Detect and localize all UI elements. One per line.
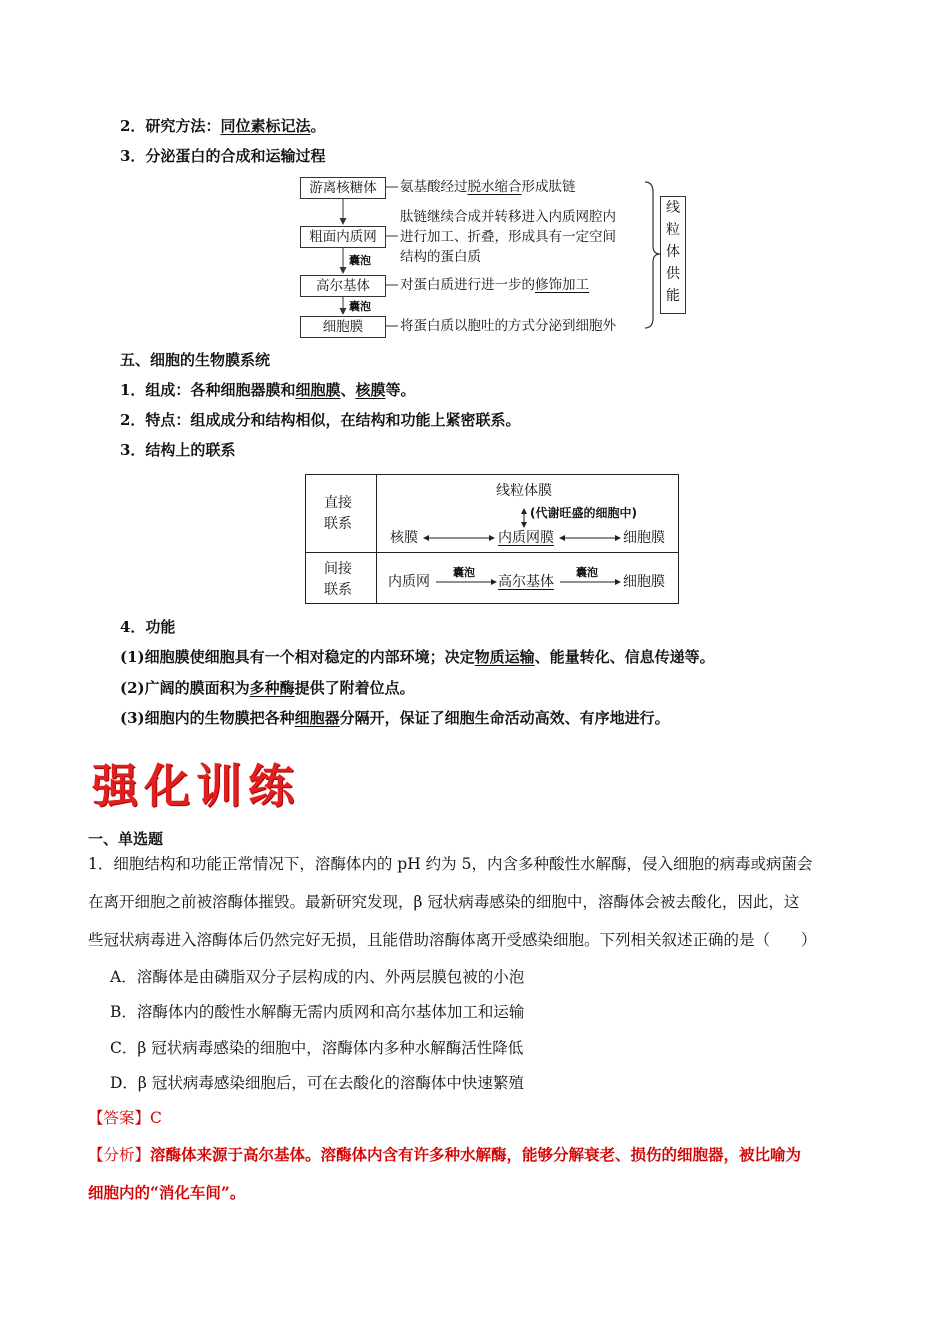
section5-heading: 五、细胞的生物膜系统 bbox=[120, 351, 271, 369]
flow-desc-1: 氨基酸经过脱水缩合形成肽链 bbox=[400, 179, 576, 195]
flow-box-ribosome: 游离核糖体 bbox=[300, 177, 386, 199]
relation-table bbox=[305, 474, 679, 604]
method-line: 2．研究方法：同位素标记法。 bbox=[120, 117, 326, 135]
question-1-line-1: 1．细胞结构和功能正常情况下，溶酶体内的 pH 约为 5，内含多种酸性水解酶，侵入细胞的病毒或病菌会 bbox=[88, 855, 813, 873]
function-1: (1)细胞膜使细胞具有一个相对稳定的内部环境；决定物质运输、能量转化、信息传递等。 bbox=[120, 648, 715, 666]
answer-line: 【答案】C bbox=[88, 1109, 162, 1127]
er-indirect: 内质网 bbox=[388, 574, 430, 590]
mito-note: (代谢旺盛的细胞中) bbox=[530, 506, 637, 520]
flow-desc-3: 对蛋白质进行进一步的修饰加工 bbox=[400, 277, 589, 293]
flow-box-rough-er: 粗面内质网 bbox=[300, 226, 386, 248]
option-b: B．溶酶体内的酸性水解酶无需内质网和高尔基体加工和运输 bbox=[110, 1003, 525, 1021]
method-value: 同位素标记法 bbox=[220, 117, 311, 135]
vesicle-label-a: 囊泡 bbox=[453, 566, 475, 579]
function-3: (3)细胞内的生物膜把各种细胞器分隔开，保证了细胞生命活动高效、有序地进行。 bbox=[120, 709, 670, 727]
er-membrane: 内质网膜 bbox=[498, 530, 554, 546]
section5-structure-link: 3．结构上的联系 bbox=[120, 441, 236, 459]
answer-value: C bbox=[150, 1109, 162, 1127]
option-c: C．β 冠状病毒感染的细胞中，溶酶体内多种水解酶活性降低 bbox=[110, 1039, 524, 1057]
function-heading: 4．功能 bbox=[120, 618, 176, 636]
cell-membrane-2: 细胞膜 bbox=[623, 574, 665, 590]
analysis-line-1: 【分析】溶酶体来源于高尔基体。溶酶体内含有许多种水解酶，能够分解衰老、损伤的细胞器，被比喻为 bbox=[88, 1145, 802, 1164]
question-section-heading: 一、单选题 bbox=[88, 830, 164, 848]
analysis-line-2: 细胞内的“消化车间”。 bbox=[88, 1183, 246, 1202]
row1-label-b: 联系 bbox=[324, 516, 352, 532]
flow-box-cell-membrane: 细胞膜 bbox=[300, 316, 386, 338]
question-1-line-2: 在离开细胞之前被溶酶体摧毁。最新研究发现，β 冠状病毒感染的细胞中，溶酶体会被去酸化，因此，这 bbox=[88, 893, 800, 911]
row1-label-a: 直接 bbox=[324, 495, 352, 511]
golgi-indirect: 高尔基体 bbox=[498, 574, 554, 590]
flow-desc-2c: 结构的蛋白质 bbox=[400, 249, 481, 265]
flow-desc-2a: 肽链继续合成并转移进入内质网腔内 bbox=[400, 209, 616, 225]
vesicle-label-b: 囊泡 bbox=[576, 566, 598, 579]
mitochondria-energy-box: 线 粒 体 供 能 bbox=[660, 196, 686, 314]
question-1-line-3: 些冠状病毒进入溶酶体后仍然完好无损，且能借助溶酶体离开受感染细胞。下列相关叙述正确的是（ ） bbox=[88, 931, 817, 949]
option-d: D．β 冠状病毒感染细胞后，可在去酸化的溶酶体中快速繁殖 bbox=[110, 1074, 524, 1092]
row2-label-b: 联系 bbox=[324, 582, 352, 598]
nuclear-membrane: 核膜 bbox=[390, 530, 418, 546]
row2-label-a: 间接 bbox=[324, 561, 352, 577]
cell-membrane-1: 细胞膜 bbox=[623, 530, 665, 546]
flow-desc-4: 将蛋白质以胞吐的方式分泌到细胞外 bbox=[400, 318, 616, 334]
process-heading: 3．分泌蛋白的合成和运输过程 bbox=[120, 147, 326, 165]
section5-composition: 1．组成：各种细胞器膜和细胞膜、核膜等。 bbox=[120, 381, 416, 399]
flow-box-golgi: 高尔基体 bbox=[300, 275, 386, 297]
flow-desc-2b: 进行加工、折叠，形成具有一定空间 bbox=[400, 229, 616, 245]
flow-vesicle-label-1: 囊泡 bbox=[349, 254, 371, 267]
function-2: (2)广阔的膜面积为多种酶提供了附着位点。 bbox=[120, 679, 415, 697]
option-a: A．溶酶体是由磷脂双分子层构成的内、外两层膜包被的小泡 bbox=[110, 968, 525, 986]
flow-vesicle-label-2: 囊泡 bbox=[349, 300, 371, 313]
mito-membrane: 线粒体膜 bbox=[496, 483, 552, 499]
section5-features: 2．特点：组成成分和结构相似，在结构和功能上紧密联系。 bbox=[120, 411, 521, 429]
training-title: 强化训练 bbox=[92, 759, 300, 813]
